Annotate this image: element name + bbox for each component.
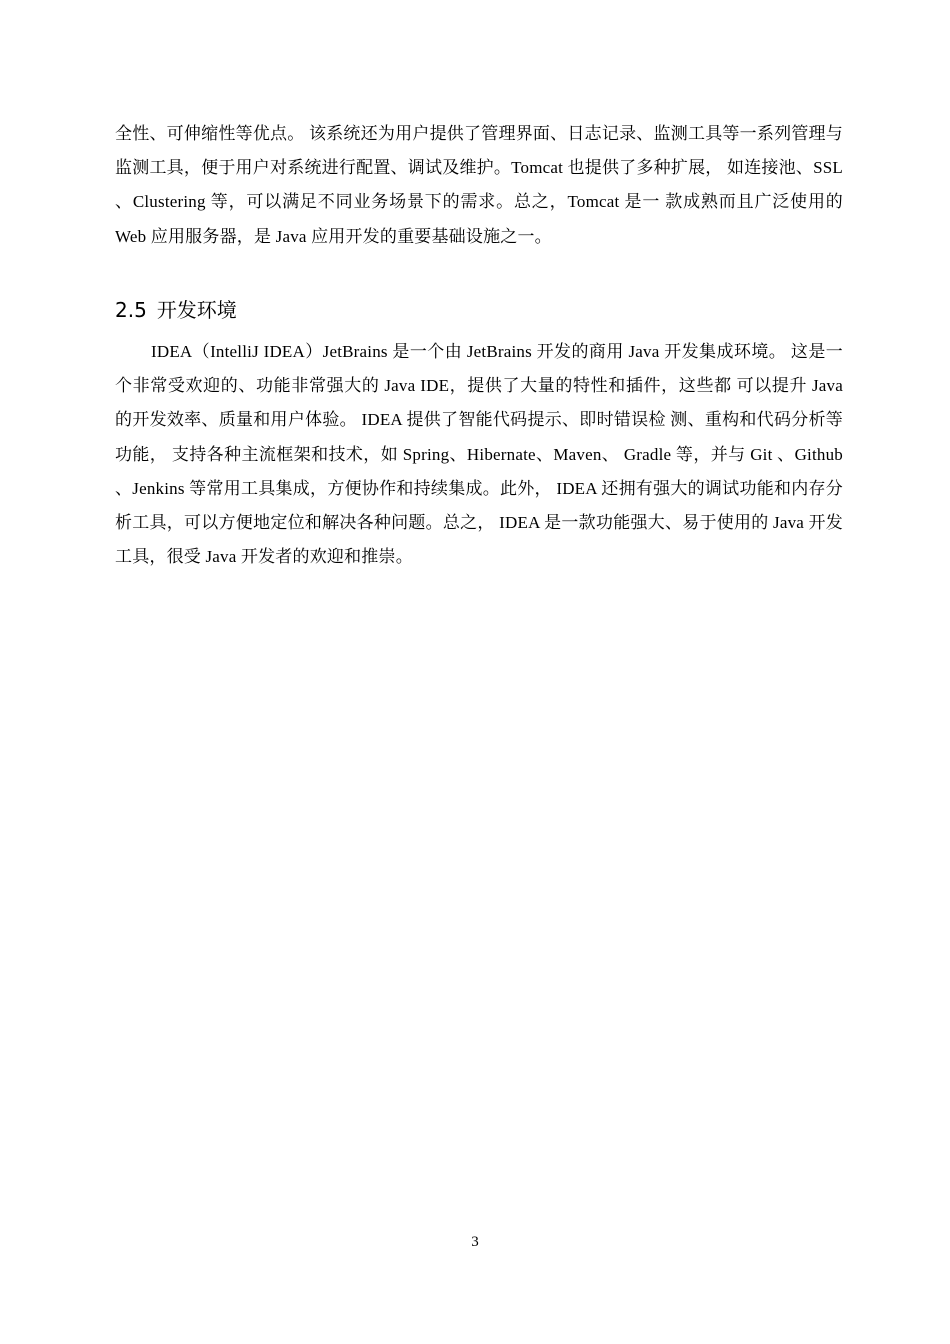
section-heading (115, 294, 237, 326)
paragraph-idea-description: IDEA（IntelliJ IDEA）JetBrains 是一个由 JetBrains 开发的商用 Java 开发集成环境。 这是一个非常受欢迎的、功能非常强大的 Java IDE，提供了大量的特性和插件，这些都 可以提升 Java 的开发效率、质量和用户体验。 IDEA 提供了智能代码提示、即时错误检 测、重构和代码分析等功能， 支持各种主流框架和技术，如 Spring、Hibernate、Maven、 Gradle 等，并与 Git 、Github 、Jenkins 等常用工具集成，方便协作和持续集成。此外， IDEA 还拥有强大的调试功能和内存分析工具，可以方便地定位和解决各种问题。总之， IDEA 是一款功能强大、易于使用的 Java 开发工具，很受 Java 开发者的欢迎和推崇。 (115, 342, 843, 567)
page-number: 3 (471, 1234, 479, 1250)
paragraph-tomcat-conclusion: 全性、可伸缩性等优点。 该系统还为用户提供了管理界面、日志记录、监测工具等一系列管理与监测工具，便于用户对系统进行配置、调试及维护。Tomcat 也提供了多种扩展， 如连接池、SSL 、Clustering 等，可以满足不同业务场景下的需求。总之，Tomcat 是一 款成熟而且广泛使用的 Web 应用服务器，是 Java 应用开发的重要基础设施之一。 (115, 124, 843, 246)
section-number: 2.5 (115, 298, 147, 322)
section-title: 开发环境 (156, 298, 237, 322)
